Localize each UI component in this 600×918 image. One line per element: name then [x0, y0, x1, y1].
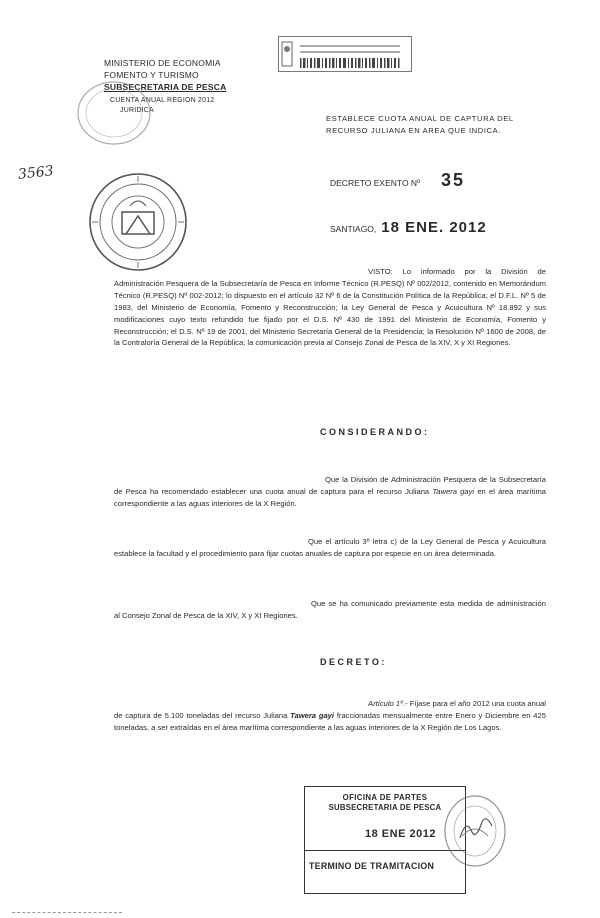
- decree-title-line-1: ESTABLECE CUOTA ANUAL DE CAPTURA DEL: [326, 114, 514, 123]
- considerando-p1-text-end: en el área marítima correspondiente a las aguas interiores de la X Región.: [114, 486, 547, 508]
- header-note: CUENTA ANUAL REGION 2012: [110, 97, 215, 104]
- ministry-seal: [86, 170, 190, 274]
- header-ministry-2: FOMENTO Y TURISMO: [104, 70, 199, 80]
- articulo-1-species: Tawera gayi: [290, 710, 335, 720]
- considerando-p2-text: Que el artículo 3º letra c) de la Ley General de Pesca y Acuicultura establece la facultad y el procedimiento para fijar cuotas anuales de captura por especie en un área determinada.: [114, 537, 546, 558]
- visto-text: VISTO: Lo informado por la División de Administración Pesquera de la Subsecretaría de Pesca en Informe Técnico (R.PESQ) Nº 002/2012, contenido en Memorándum Técnico (R.PESQ) Nº 002-2012; lo dispuesto en el artículo 32 Nº 6 de la Constitución Política de la República; el D.F.L. Nº 5 de 1983, del Ministerio de Economía, Fomento y Reconstrucción; la Ley General de Pesca y Acuicultura Nº 18.892 y sus modificaciones cuyo texto refundido fue fijado por el D.S. Nº 430 de 1991 del Ministerio de Economía, Fomento y Reconstrucción; el D.S. Nº 19 de 2001, del Ministerio Secretaría General de la Presidencia; la Resolución Nº 1600 de 2008, de la Contraloría General de la República; la comunicación previa al Consejo Zonal de Pesca de la XIV, X y XI Regiones.: [114, 267, 546, 348]
- considerando-p3-text: Que se ha comunicado previamente esta medida de administración al Consejo Zonal de Pesca de la XIV, X y XI Regiones.: [114, 599, 546, 620]
- considerando-paragraph-3: [114, 598, 546, 622]
- considerando-paragraph-1: [114, 474, 546, 510]
- barcode-label: [278, 36, 412, 72]
- articulo-1-paragraph: [114, 698, 546, 734]
- considerando-p1-text: Que la División de Administración Pesquera de la Subsecretaría de Pesca ha recomendado establecer una cuota anual de captura para el recurso Juliana: [114, 475, 546, 496]
- visto-paragraph: [114, 266, 546, 349]
- decree-number: 35: [441, 170, 466, 190]
- stamp-line-1: OFICINA DE PARTES: [342, 793, 428, 802]
- articulo-1-text-end: fraccionadas mensualmente entre Enero y Diciembre en 425 toneladas, a ser extraídas en el área marítima correspondiente a las aguas interiores de la X Región de Los Lagos.: [114, 710, 546, 732]
- header-round-stamp: [74, 78, 154, 148]
- articulo-1-label: Artículo 1º.-: [368, 699, 408, 708]
- decree-title-line-2: RECURSO JULIANA EN AREA QUE INDICA.: [326, 126, 502, 135]
- considerando-p1-species: Tawera gayi: [432, 486, 475, 496]
- considerando-heading: CONSIDERANDO:: [320, 427, 430, 437]
- considerando-paragraph-2: [114, 536, 546, 560]
- handwritten-number: 3563: [17, 163, 55, 183]
- signature-mark: [456, 808, 496, 848]
- stamp-date: 18 ENE 2012: [365, 828, 436, 840]
- header-subsecretaria: SUBSECRETARIA DE PESCA: [104, 82, 227, 92]
- decree-label: DECRETO EXENTO Nº: [330, 178, 421, 188]
- stamp-line-2: SUBSECRETARIA DE PESCA: [328, 803, 442, 812]
- articulo-1-text: Fíjase para el año 2012 una cuota anual de captura de 5.100 toneladas del recurso Juliana: [114, 699, 546, 720]
- stamp-line-3: TERMINO DE TRAMITACION: [309, 861, 435, 871]
- decreto-heading: DECRETO:: [320, 657, 387, 667]
- decree-date: 18 ENE. 2012: [381, 219, 487, 236]
- decree-place-date: [330, 219, 487, 236]
- stamp-divider: [305, 850, 465, 851]
- header-ministry: MINISTERIO DE ECONOMIA: [104, 58, 221, 68]
- decree-place: SANTIAGO,: [330, 224, 377, 234]
- header-juridica: JURIDICA: [120, 107, 154, 114]
- bottom-rule: [12, 912, 122, 913]
